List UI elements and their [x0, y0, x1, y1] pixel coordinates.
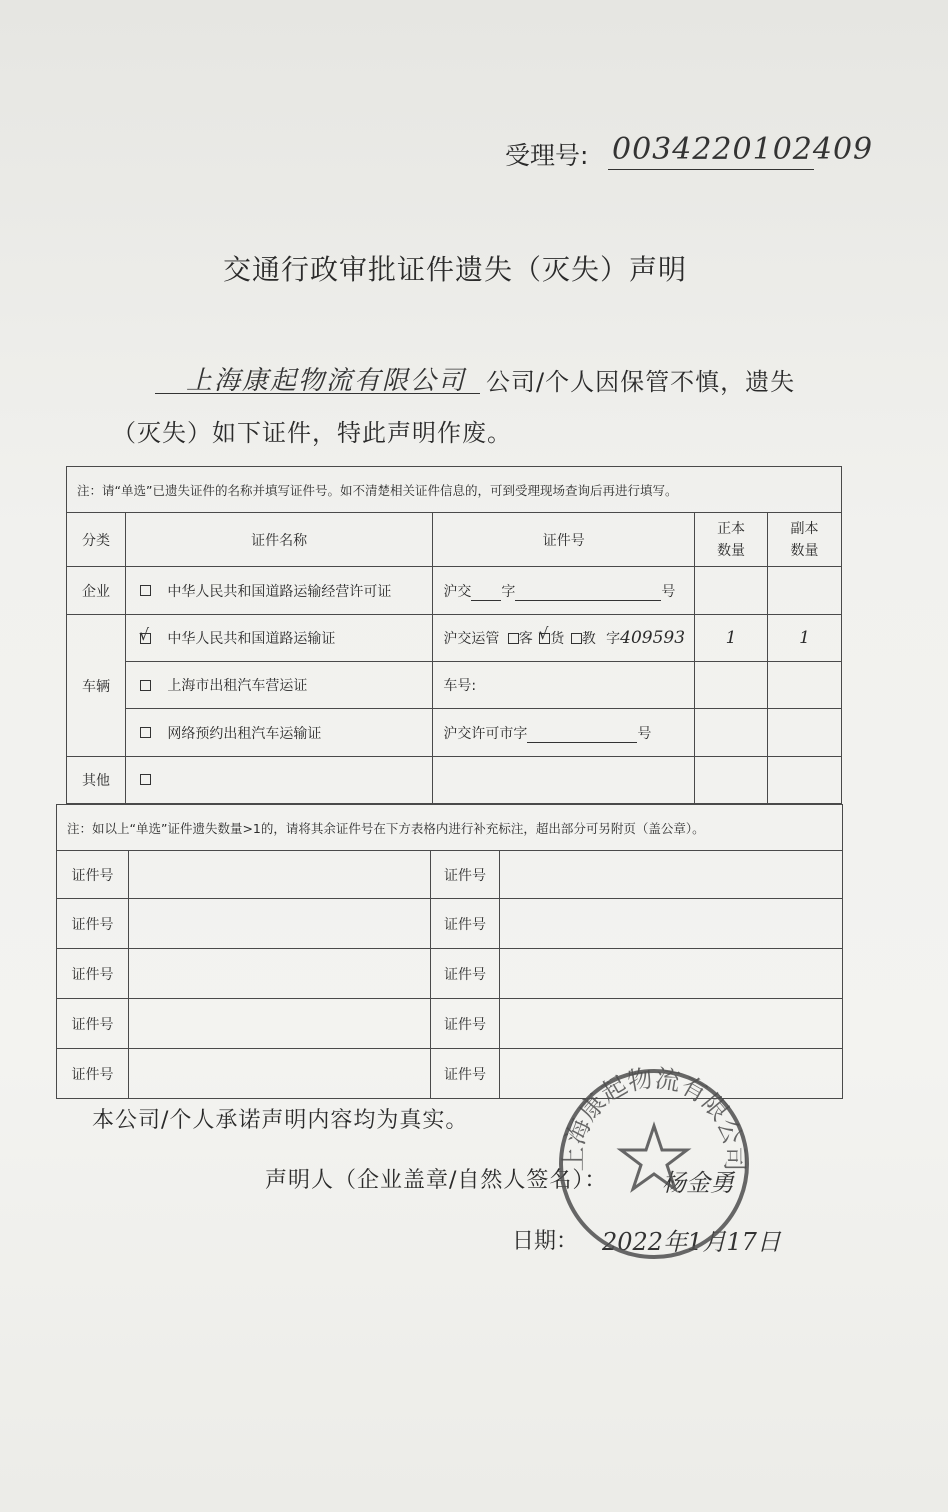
checkbox-ride-hailing[interactable] — [140, 727, 151, 738]
table-row — [57, 899, 843, 949]
category-other: 其他 — [67, 757, 126, 804]
certificate-name: 网络预约出租汽车运输证 — [167, 725, 322, 742]
extra-number-field[interactable] — [128, 1049, 430, 1099]
number-prefix: 沪交运管 — [443, 631, 500, 647]
declarant-label: 声明人（企业盖章/自然人签名）： — [265, 1168, 608, 1193]
header-copy-count: 副本数量 — [768, 513, 842, 567]
certificate-name-cell — [125, 757, 432, 804]
certificate-number-handwritten: 409593 — [620, 628, 686, 648]
date-label: 日期： — [512, 1229, 579, 1254]
extra-number-label: 证件号 — [430, 899, 500, 949]
table-row — [67, 757, 842, 804]
table-row — [67, 567, 842, 615]
receipt-number-value: 0034220102409 — [612, 132, 874, 167]
certificate-name: 中华人民共和国道路运输经营许可证 — [167, 583, 392, 600]
extra-number-field[interactable] — [500, 899, 843, 949]
extra-number-label: 证件号 — [57, 899, 129, 949]
receipt-number-underline — [608, 169, 814, 170]
promise-text: 本公司/个人承诺声明内容均为真实。 — [92, 1108, 469, 1133]
vehicle-number-label: 车号: — [443, 678, 477, 694]
number-prefix: 沪交 — [443, 583, 472, 600]
original-count-cell — [695, 757, 768, 804]
category-vehicle: 车辆 — [67, 615, 126, 757]
receipt-number-label: 受理号: — [505, 141, 589, 170]
extra-number-label: 证件号 — [430, 851, 500, 899]
checkbox-passenger[interactable] — [508, 633, 519, 644]
certificate-number-cell — [433, 757, 695, 804]
statement-line-1: 公司/个人因保管不慎，遗失 — [486, 368, 796, 396]
blank-line — [471, 586, 501, 601]
table-row — [67, 615, 842, 662]
original-count-cell — [695, 662, 768, 709]
date-value-handwritten: 2022年1月17日 — [602, 1228, 781, 1256]
certificate-name: 中华人民共和国道路运输证 — [167, 631, 336, 647]
blank-line — [527, 728, 637, 743]
extra-number-field[interactable] — [128, 999, 430, 1049]
company-name-handwritten: 上海康起物流有限公司 — [186, 366, 467, 396]
checkbox-training[interactable] — [571, 633, 582, 644]
table-row — [67, 662, 842, 709]
extra-number-field[interactable] — [500, 949, 843, 999]
checkbox-road-transport-checked[interactable] — [138, 624, 151, 644]
original-count-value: 1 — [695, 615, 768, 662]
original-count-cell — [695, 709, 768, 757]
number-zi: 字 — [501, 583, 516, 600]
extra-number-field[interactable] — [500, 999, 843, 1049]
extra-number-label: 证件号 — [57, 999, 129, 1049]
checkbox-other[interactable] — [140, 774, 151, 785]
statement-line-2: （灭失）如下证件，特此声明作废。 — [112, 419, 512, 447]
certificate-number-cell — [433, 567, 695, 615]
table-row — [57, 999, 843, 1049]
company-seal-stamp — [554, 1064, 754, 1264]
extra-number-field[interactable] — [128, 949, 430, 999]
header-certificate-number: 证件号 — [433, 513, 695, 567]
category-enterprise: 企业 — [67, 567, 126, 615]
copy-count-cell — [768, 757, 842, 804]
extra-number-field[interactable] — [500, 851, 843, 899]
header-certificate-name: 证件名称 — [125, 513, 432, 567]
original-count-cell — [695, 567, 768, 615]
certificate-number-cell — [433, 709, 695, 757]
certificate-name-cell — [125, 662, 432, 709]
copy-count-cell — [768, 662, 842, 709]
copy-count-value: 1 — [768, 615, 842, 662]
certificate-name-cell — [125, 567, 432, 615]
blank-line — [515, 586, 661, 601]
certificate-name-cell — [125, 615, 432, 662]
extra-number-label: 证件号 — [430, 1049, 500, 1099]
checkbox-business-license[interactable] — [140, 585, 151, 596]
option-freight: 货 — [550, 631, 565, 647]
extra-number-label: 证件号 — [57, 949, 129, 999]
certificate-table — [66, 466, 842, 804]
table-row — [57, 949, 843, 999]
certificate-name-cell — [125, 709, 432, 757]
certificate-number-cell — [433, 662, 695, 709]
copy-count-cell — [768, 567, 842, 615]
number-hao: 号 — [637, 725, 652, 742]
header-original-count: 正本数量 — [695, 513, 768, 567]
seal-star-icon — [621, 1126, 687, 1189]
checkbox-freight-checked[interactable] — [538, 623, 550, 644]
certificate-number-cell — [433, 615, 695, 662]
copy-count-cell — [768, 709, 842, 757]
extra-number-label: 证件号 — [430, 949, 500, 999]
table-row — [67, 709, 842, 757]
signature-handwritten: 杨金勇 — [662, 1169, 734, 1197]
checkbox-taxi-permit[interactable] — [140, 680, 151, 691]
table-row — [57, 851, 843, 899]
table-note-bottom: 注：如以上“单选”证件遗失数量>1的，请将其余证件号在下方表格内进行补充标注，超出部分可另附页（盖公章）。 — [57, 805, 843, 851]
company-name-underline — [155, 393, 480, 394]
header-category: 分类 — [67, 513, 126, 567]
check-mark-icon: √ — [538, 623, 549, 643]
table-note-top: 注：请“单选”已遗失证件的名称并填写证件号。如不清楚相关证件信息的，可到受理现场查询后再进行填写。 — [67, 467, 842, 513]
extra-number-field[interactable] — [128, 851, 430, 899]
option-passenger: 客 — [518, 631, 533, 647]
extra-number-label: 证件号 — [57, 851, 129, 899]
document-title: 交通行政审批证件遗失（灭失）声明 — [222, 253, 687, 286]
option-training: 教 — [581, 631, 596, 647]
number-prefix: 沪交许可市字 — [443, 725, 528, 742]
check-mark-icon: √ — [138, 624, 150, 644]
number-hao: 号 — [661, 583, 676, 600]
extra-number-label: 证件号 — [430, 999, 500, 1049]
certificate-name: 上海市出租汽车营运证 — [167, 678, 308, 694]
extra-number-field[interactable] — [128, 899, 430, 949]
extra-number-table — [56, 804, 843, 1099]
seal-arc-text: 上海康起物流有限公司 — [558, 1064, 750, 1172]
number-zi: 字 — [606, 631, 621, 647]
extra-number-label: 证件号 — [57, 1049, 129, 1099]
